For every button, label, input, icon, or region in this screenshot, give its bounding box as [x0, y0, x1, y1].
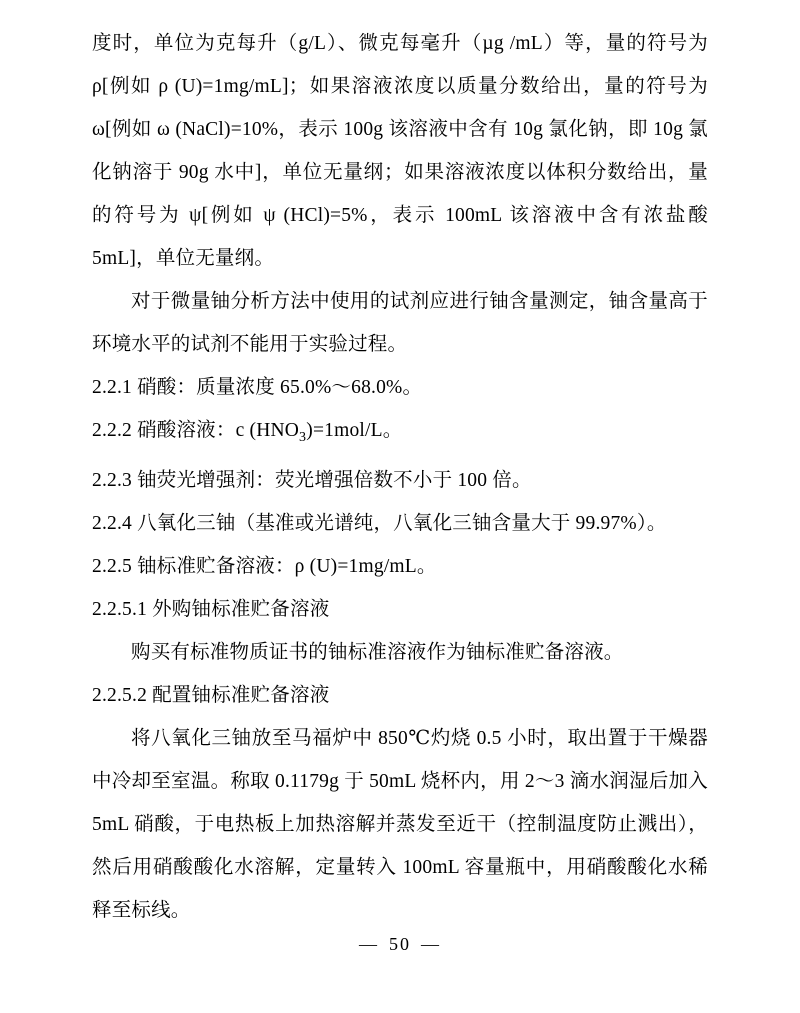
p-2-2-2-nitric-acid-solution — [92, 409, 708, 459]
p-concentration-units — [92, 22, 708, 280]
p-2-2-5-2-prepared-stock — [92, 674, 708, 717]
p-2-2-1-nitric-acid — [92, 366, 708, 409]
text-run: 2.2.4 八氧化三铀（基准或光谱纯，八氧化三铀含量大于 99.97%）。 — [92, 512, 667, 534]
footer-dash-right: — — [421, 934, 441, 954]
page-number-value: 50 — [389, 934, 411, 954]
text-run: 度时，单位为克每升（g/L）、微克每毫升（µg /mL）等，量的符号为 ρ[例如 ρ (U)=1mg/mL]；如果溶液浓度以质量分数给出，量的符号为 ω[例如 ω (NaCl)=10%，表示 100g 该溶液中含有 10g 氯化钠，即 10g 氯化钠溶于 90g 水中]，单位无量纲；如果溶液浓度以体积分数给出，量的符号为 ψ[例如 ψ (HCl)=5%，表示 100mL 该溶液中含有浓盐酸 5mL]，单位无量纲。 — [92, 33, 708, 269]
p-2-2-4-triuranium-octoxide — [92, 502, 708, 545]
text-run: 2.2.5.1 外购铀标准贮备溶液 — [92, 598, 330, 620]
footer-dash-left: — — [359, 934, 379, 954]
text-run: 2.2.3 铀荧光增强剂：荧光增强倍数不小于 100 倍。 — [92, 469, 532, 491]
text-run: 2.2.5 铀标准贮备溶液：ρ (U)=1mg/mL。 — [92, 555, 437, 577]
page-footer — [0, 934, 800, 955]
text-run: 2.2.2 硝酸溶液：c (HNO — [92, 420, 300, 441]
p-2-2-5-uranium-stock-solution — [92, 545, 708, 588]
p-2-2-5-2-body — [92, 717, 708, 932]
p-reagent-uranium-content — [92, 280, 708, 366]
text-run: 将八氧化三铀放至马福炉中 850℃灼烧 0.5 小时，取出置于干燥器中冷却至室温。称取 0.1179g 于 50mL 烧杯内，用 2～3 滴水润湿后加入 5mL 硝酸，于电热板上加热溶解并蒸发至近干（控制温度防止溅出），然后用硝酸酸化水溶解，定量转入 100mL 容量瓶中，用硝酸酸化水稀释至标线。 — [92, 727, 708, 921]
document-body — [92, 22, 708, 932]
p-2-2-5-1-body — [92, 631, 708, 674]
text-run: 购买有标准物质证书的铀标准溶液作为铀标准贮备溶液。 — [131, 641, 624, 663]
p-2-2-3-fluorescence-enhancer — [92, 459, 708, 502]
text-run: )=1mol/L。 — [306, 420, 403, 441]
p-2-2-5-1-purchased-stock — [92, 588, 708, 631]
text-run: 2.2.5.2 配置铀标准贮备溶液 — [92, 684, 330, 706]
text-run: 2.2.1 硝酸：质量浓度 65.0%～68.0%。 — [92, 377, 423, 398]
subscript-text: 3 — [299, 428, 307, 445]
text-run: 对于微量铀分析方法中使用的试剂应进行铀含量测定，铀含量高于环境水平的试剂不能用于实验过程。 — [92, 291, 708, 355]
